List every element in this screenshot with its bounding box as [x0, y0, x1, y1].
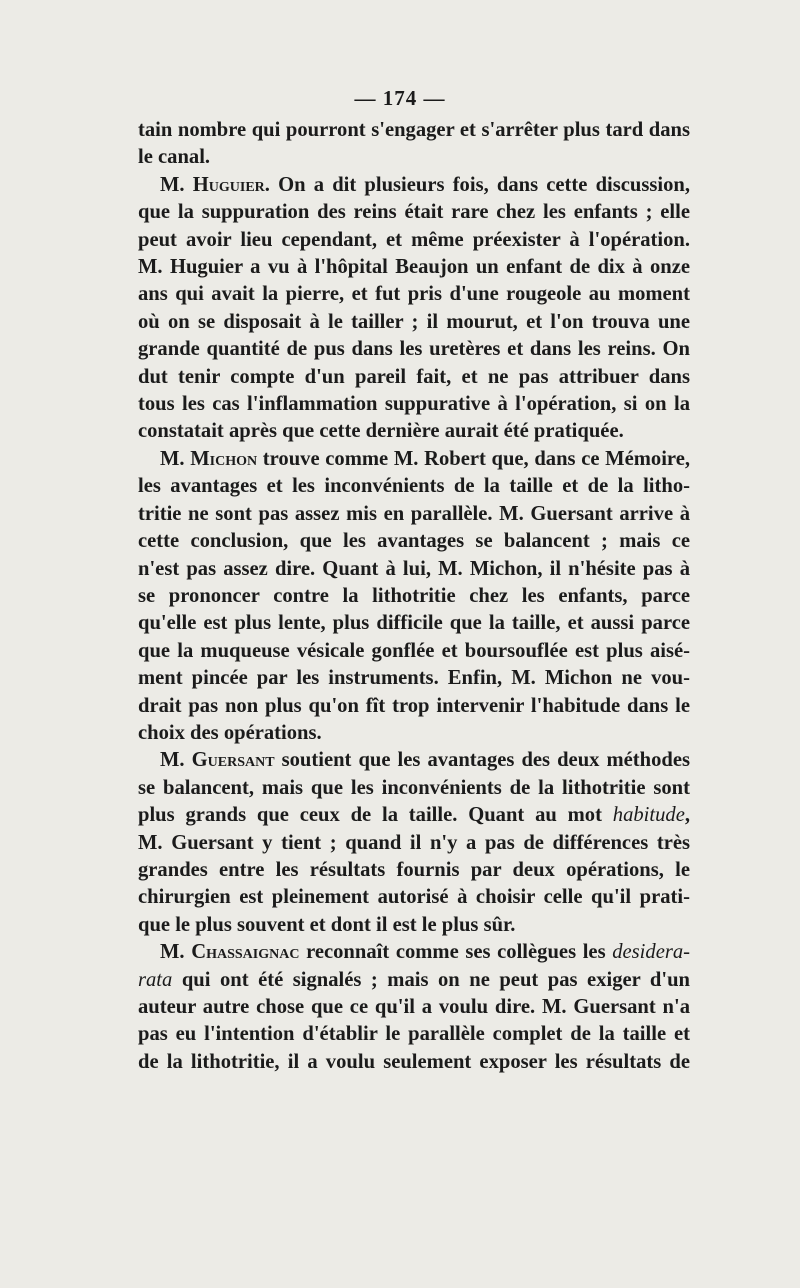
- italic-word-habitude: habitude: [612, 804, 685, 827]
- text-line: drait pas non plus qu'on fît trop intervenir l'habitude dans le: [138, 694, 690, 717]
- text-line: [138, 802, 690, 829]
- paragraph-chassaignac: [138, 939, 690, 966]
- text-line: n'est pas assez dire. Quant à lui, M. Michon, il n'hésite pas à: [138, 557, 690, 580]
- text-run: soutient que les avantages des deux méthodes: [274, 749, 691, 772]
- speaker-name-huguier: Huguier: [192, 173, 265, 196]
- italic-word-desiderata: desidera-: [612, 941, 690, 964]
- page-number: — 174 —: [354, 86, 446, 110]
- text-run: M.: [160, 447, 191, 470]
- text-line: où on se disposait à le tailler ; il mourut, et l'on trouva une: [138, 310, 690, 333]
- paragraph-huguier: [138, 172, 690, 199]
- text-line: ans qui avait la pierre, et fut pris d'une rougeole au moment: [138, 283, 690, 306]
- italic-word-rata: rata: [138, 968, 173, 991]
- text-line: grandes entre les résultats fournis par deux opérations, le: [138, 858, 690, 881]
- text-line: que la muqueuse vésicale gonflée et boursouflée est plus aisé-: [138, 639, 690, 662]
- text-run: plus grands que ceux de la taille. Quant au mot: [138, 804, 613, 827]
- text-line: que la suppuration des reins était rare chez les enfants ; elle: [138, 201, 690, 224]
- text-line: peut avoir lieu cependant, et même préexister à l'opération.: [138, 228, 690, 251]
- text-line: se balancent, mais que les inconvénients de la lithotritie sont: [138, 776, 690, 799]
- text-line: auteur autre chose que ce qu'il a voulu dire. M. Guersant n'a: [138, 996, 690, 1018]
- text-line: [138, 967, 690, 994]
- text-run: M.: [160, 173, 193, 196]
- text-line: M. Guersant y tient ; quand il n'y a pas de différences très: [138, 831, 690, 854]
- text-run: . On a dit plusieurs fois, dans cette discussion,: [264, 173, 691, 196]
- text-line: choix des opérations.: [138, 721, 322, 744]
- speaker-name-michon: Michon: [190, 447, 258, 470]
- text-line: tous les cas l'inflammation suppurative à l'opération, si on la: [138, 393, 690, 416]
- text-line: qu'elle est plus lente, plus difficile que la taille, et aussi parce: [138, 612, 690, 635]
- text-run: reconnaît comme ses collègues les: [299, 941, 613, 964]
- text-line: dut tenir compte d'un pareil fait, et ne pas attribuer dans: [138, 365, 690, 388]
- text-run: M.: [160, 941, 192, 964]
- text-run: trouve comme M. Robert que, dans ce Mémoire,: [257, 447, 690, 470]
- text-line: ment pincée par les instruments. Enfin, M. Michon ne vou-: [138, 667, 690, 690]
- text-line: tain nombre qui pourront s'engager et s'arrêter plus tard dans: [138, 119, 690, 141]
- text-line: chirurgien est pleinement autorisé à choisir celle qu'il prati-: [138, 886, 690, 909]
- text-line: pas eu l'intention d'établir le parallèle complet de la taille et: [138, 1023, 690, 1046]
- paragraph-michon: [138, 446, 690, 473]
- text-run: qui ont été signalés ; mais on ne peut pas exiger d'un: [172, 968, 690, 991]
- text-run: ,: [684, 804, 690, 827]
- text-run: M.: [160, 749, 192, 772]
- speaker-name-chassaignac: Chassaignac: [191, 941, 300, 964]
- text-line: constatait après que cette dernière aurait été pratiquée.: [138, 420, 624, 443]
- text-line: M. Huguier a vu à l'hôpital Beaujon un enfant de dix à onze: [138, 256, 690, 279]
- text-line: cette conclusion, que les avantages se balancent ; mais ce: [138, 530, 690, 553]
- text-line: les avantages et les inconvénients de la taille et de la litho-: [138, 475, 690, 498]
- text-line: tritie ne sont pas assez mis en parallèle. M. Guersant arrive à: [138, 502, 690, 525]
- text-line: de la lithotritie, il a voulu seulement exposer les résultats de: [138, 1050, 690, 1073]
- paragraph-guersant: [138, 747, 690, 774]
- text-line: grande quantité de pus dans les uretères et dans les reins. On: [138, 338, 690, 361]
- text-body: [138, 117, 690, 1076]
- text-line: que le plus souvent et dont il est le plus sûr.: [138, 913, 516, 936]
- text-line: se prononcer contre la lithotritie chez les enfants, parce: [138, 584, 690, 607]
- text-line: le canal.: [138, 146, 211, 169]
- speaker-name-guersant: Guersant: [191, 749, 275, 772]
